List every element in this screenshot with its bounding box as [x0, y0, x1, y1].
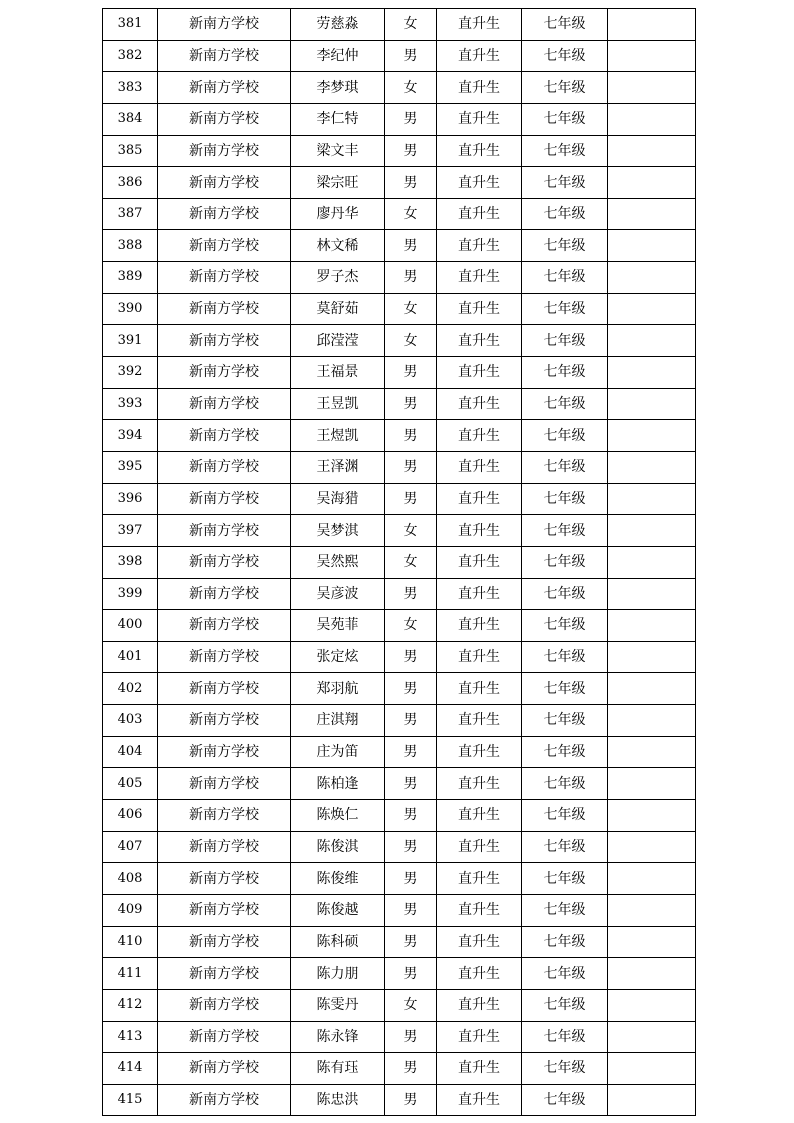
enrollment-type-cell: 直升生 [437, 768, 522, 800]
gender-cell: 男 [385, 1084, 437, 1116]
school-cell: 新南方学校 [158, 736, 291, 768]
student-name-cell: 吴苑菲 [291, 610, 385, 642]
remarks-cell [608, 293, 696, 325]
remarks-cell [608, 989, 696, 1021]
remarks-cell [608, 673, 696, 705]
row-number-cell: 412 [103, 989, 158, 1021]
table-row [103, 705, 696, 737]
student-name-cell: 庄为笛 [291, 736, 385, 768]
row-number-cell: 401 [103, 641, 158, 673]
table-row [103, 831, 696, 863]
student-name-cell: 梁文丰 [291, 135, 385, 167]
student-name-cell: 王泽渊 [291, 451, 385, 483]
row-number-cell: 400 [103, 610, 158, 642]
grade-cell: 七年级 [522, 1053, 608, 1085]
student-name-cell: 郑羽航 [291, 673, 385, 705]
grade-cell: 七年级 [522, 420, 608, 452]
grade-cell: 七年级 [522, 736, 608, 768]
gender-cell: 男 [385, 103, 437, 135]
row-number-cell: 409 [103, 894, 158, 926]
enrollment-type-cell: 直升生 [437, 135, 522, 167]
table-row [103, 72, 696, 104]
row-number-cell: 388 [103, 230, 158, 262]
row-number-cell: 391 [103, 325, 158, 357]
student-name-cell: 邱滢滢 [291, 325, 385, 357]
table-row [103, 1084, 696, 1116]
table-row [103, 357, 696, 389]
enrollment-type-cell: 直升生 [437, 1021, 522, 1053]
row-number-cell: 410 [103, 926, 158, 958]
table-row [103, 610, 696, 642]
grade-cell: 七年级 [522, 894, 608, 926]
school-cell: 新南方学校 [158, 483, 291, 515]
grade-cell: 七年级 [522, 768, 608, 800]
school-cell: 新南方学校 [158, 357, 291, 389]
gender-cell: 女 [385, 610, 437, 642]
school-cell: 新南方学校 [158, 926, 291, 958]
remarks-cell [608, 420, 696, 452]
enrollment-type-cell: 直升生 [437, 673, 522, 705]
table-row [103, 388, 696, 420]
student-name-cell: 陈科硕 [291, 926, 385, 958]
enrollment-type-cell: 直升生 [437, 262, 522, 294]
gender-cell: 男 [385, 388, 437, 420]
gender-cell: 女 [385, 989, 437, 1021]
student-name-cell: 王昱凯 [291, 388, 385, 420]
student-name-cell: 陈雯丹 [291, 989, 385, 1021]
remarks-cell [608, 325, 696, 357]
remarks-cell [608, 546, 696, 578]
gender-cell: 男 [385, 1053, 437, 1085]
grade-cell: 七年级 [522, 167, 608, 199]
row-number-cell: 381 [103, 9, 158, 41]
enrollment-type-cell: 直升生 [437, 9, 522, 41]
table-row [103, 1053, 696, 1085]
student-name-cell: 劳慈淼 [291, 9, 385, 41]
remarks-cell [608, 515, 696, 547]
table-row [103, 768, 696, 800]
row-number-cell: 404 [103, 736, 158, 768]
student-name-cell: 陈焕仁 [291, 800, 385, 832]
enrollment-type-cell: 直升生 [437, 831, 522, 863]
table-row [103, 863, 696, 895]
gender-cell: 男 [385, 768, 437, 800]
enrollment-type-cell: 直升生 [437, 293, 522, 325]
gender-cell: 男 [385, 135, 437, 167]
row-number-cell: 385 [103, 135, 158, 167]
grade-cell: 七年级 [522, 483, 608, 515]
school-cell: 新南方学校 [158, 768, 291, 800]
school-cell: 新南方学校 [158, 610, 291, 642]
table-row [103, 800, 696, 832]
school-cell: 新南方学校 [158, 103, 291, 135]
school-cell: 新南方学校 [158, 1053, 291, 1085]
school-cell: 新南方学校 [158, 72, 291, 104]
remarks-cell [608, 40, 696, 72]
table-row [103, 135, 696, 167]
table-row [103, 9, 696, 41]
remarks-cell [608, 831, 696, 863]
row-number-cell: 389 [103, 262, 158, 294]
student-name-cell: 吴然熙 [291, 546, 385, 578]
gender-cell: 男 [385, 800, 437, 832]
enrollment-type-cell: 直升生 [437, 736, 522, 768]
student-name-cell: 陈俊越 [291, 894, 385, 926]
school-cell: 新南方学校 [158, 958, 291, 990]
school-cell: 新南方学校 [158, 863, 291, 895]
row-number-cell: 415 [103, 1084, 158, 1116]
student-name-cell: 廖丹华 [291, 198, 385, 230]
remarks-cell [608, 9, 696, 41]
student-name-cell: 庄淇翔 [291, 705, 385, 737]
gender-cell: 男 [385, 926, 437, 958]
gender-cell: 男 [385, 40, 437, 72]
roster-body [103, 9, 696, 1116]
gender-cell: 男 [385, 894, 437, 926]
grade-cell: 七年级 [522, 989, 608, 1021]
gender-cell: 男 [385, 483, 437, 515]
grade-cell: 七年级 [522, 673, 608, 705]
row-number-cell: 383 [103, 72, 158, 104]
student-name-cell: 李梦琪 [291, 72, 385, 104]
enrollment-type-cell: 直升生 [437, 420, 522, 452]
grade-cell: 七年级 [522, 198, 608, 230]
gender-cell: 男 [385, 420, 437, 452]
grade-cell: 七年级 [522, 325, 608, 357]
remarks-cell [608, 135, 696, 167]
student-name-cell: 王福景 [291, 357, 385, 389]
school-cell: 新南方学校 [158, 167, 291, 199]
table-row [103, 958, 696, 990]
student-name-cell: 吴海猎 [291, 483, 385, 515]
grade-cell: 七年级 [522, 230, 608, 262]
grade-cell: 七年级 [522, 515, 608, 547]
grade-cell: 七年级 [522, 293, 608, 325]
table-row [103, 167, 696, 199]
school-cell: 新南方学校 [158, 420, 291, 452]
enrollment-type-cell: 直升生 [437, 40, 522, 72]
remarks-cell [608, 167, 696, 199]
table-row [103, 578, 696, 610]
table-row [103, 673, 696, 705]
student-name-cell: 李仁特 [291, 103, 385, 135]
gender-cell: 男 [385, 641, 437, 673]
enrollment-type-cell: 直升生 [437, 515, 522, 547]
enrollment-type-cell: 直升生 [437, 989, 522, 1021]
student-name-cell: 陈忠洪 [291, 1084, 385, 1116]
school-cell: 新南方学校 [158, 40, 291, 72]
school-cell: 新南方学校 [158, 831, 291, 863]
table-row [103, 198, 696, 230]
table-row [103, 926, 696, 958]
school-cell: 新南方学校 [158, 230, 291, 262]
remarks-cell [608, 926, 696, 958]
enrollment-type-cell: 直升生 [437, 103, 522, 135]
gender-cell: 男 [385, 357, 437, 389]
school-cell: 新南方学校 [158, 325, 291, 357]
grade-cell: 七年级 [522, 1084, 608, 1116]
school-cell: 新南方学校 [158, 262, 291, 294]
gender-cell: 男 [385, 578, 437, 610]
school-cell: 新南方学校 [158, 1084, 291, 1116]
student-name-cell: 陈力朋 [291, 958, 385, 990]
school-cell: 新南方学校 [158, 894, 291, 926]
enrollment-type-cell: 直升生 [437, 546, 522, 578]
grade-cell: 七年级 [522, 1021, 608, 1053]
table-row [103, 451, 696, 483]
school-cell: 新南方学校 [158, 135, 291, 167]
gender-cell: 女 [385, 293, 437, 325]
remarks-cell [608, 610, 696, 642]
gender-cell: 男 [385, 958, 437, 990]
student-name-cell: 陈有珏 [291, 1053, 385, 1085]
table-row [103, 230, 696, 262]
school-cell: 新南方学校 [158, 705, 291, 737]
student-name-cell: 陈柏逢 [291, 768, 385, 800]
grade-cell: 七年级 [522, 40, 608, 72]
enrollment-type-cell: 直升生 [437, 926, 522, 958]
school-cell: 新南方学校 [158, 800, 291, 832]
enrollment-type-cell: 直升生 [437, 894, 522, 926]
grade-cell: 七年级 [522, 546, 608, 578]
school-cell: 新南方学校 [158, 641, 291, 673]
student-name-cell: 林文稀 [291, 230, 385, 262]
table-row [103, 483, 696, 515]
row-number-cell: 390 [103, 293, 158, 325]
remarks-cell [608, 578, 696, 610]
remarks-cell [608, 641, 696, 673]
gender-cell: 男 [385, 705, 437, 737]
student-roster-table [102, 8, 696, 1116]
remarks-cell [608, 958, 696, 990]
grade-cell: 七年级 [522, 357, 608, 389]
grade-cell: 七年级 [522, 451, 608, 483]
grade-cell: 七年级 [522, 9, 608, 41]
row-number-cell: 398 [103, 546, 158, 578]
school-cell: 新南方学校 [158, 673, 291, 705]
table-row [103, 641, 696, 673]
remarks-cell [608, 103, 696, 135]
row-number-cell: 395 [103, 451, 158, 483]
row-number-cell: 382 [103, 40, 158, 72]
remarks-cell [608, 262, 696, 294]
row-number-cell: 411 [103, 958, 158, 990]
enrollment-type-cell: 直升生 [437, 388, 522, 420]
enrollment-type-cell: 直升生 [437, 167, 522, 199]
row-number-cell: 408 [103, 863, 158, 895]
grade-cell: 七年级 [522, 135, 608, 167]
enrollment-type-cell: 直升生 [437, 958, 522, 990]
grade-cell: 七年级 [522, 926, 608, 958]
enrollment-type-cell: 直升生 [437, 610, 522, 642]
remarks-cell [608, 198, 696, 230]
row-number-cell: 399 [103, 578, 158, 610]
enrollment-type-cell: 直升生 [437, 863, 522, 895]
row-number-cell: 384 [103, 103, 158, 135]
table-row [103, 325, 696, 357]
gender-cell: 女 [385, 198, 437, 230]
row-number-cell: 393 [103, 388, 158, 420]
gender-cell: 男 [385, 451, 437, 483]
school-cell: 新南方学校 [158, 515, 291, 547]
grade-cell: 七年级 [522, 831, 608, 863]
enrollment-type-cell: 直升生 [437, 705, 522, 737]
table-row [103, 894, 696, 926]
student-name-cell: 莫舒茹 [291, 293, 385, 325]
school-cell: 新南方学校 [158, 989, 291, 1021]
row-number-cell: 403 [103, 705, 158, 737]
gender-cell: 男 [385, 831, 437, 863]
school-cell: 新南方学校 [158, 578, 291, 610]
gender-cell: 男 [385, 863, 437, 895]
row-number-cell: 407 [103, 831, 158, 863]
row-number-cell: 394 [103, 420, 158, 452]
table-row [103, 989, 696, 1021]
gender-cell: 男 [385, 167, 437, 199]
enrollment-type-cell: 直升生 [437, 800, 522, 832]
row-number-cell: 387 [103, 198, 158, 230]
student-name-cell: 陈永锋 [291, 1021, 385, 1053]
remarks-cell [608, 357, 696, 389]
table-row [103, 420, 696, 452]
grade-cell: 七年级 [522, 800, 608, 832]
gender-cell: 男 [385, 262, 437, 294]
student-name-cell: 陈俊淇 [291, 831, 385, 863]
student-name-cell: 王煜凯 [291, 420, 385, 452]
grade-cell: 七年级 [522, 388, 608, 420]
student-name-cell: 吴梦淇 [291, 515, 385, 547]
enrollment-type-cell: 直升生 [437, 578, 522, 610]
remarks-cell [608, 894, 696, 926]
gender-cell: 男 [385, 673, 437, 705]
table-row [103, 736, 696, 768]
remarks-cell [608, 736, 696, 768]
row-number-cell: 392 [103, 357, 158, 389]
row-number-cell: 386 [103, 167, 158, 199]
gender-cell: 男 [385, 736, 437, 768]
table-row [103, 1021, 696, 1053]
remarks-cell [608, 72, 696, 104]
table-row [103, 40, 696, 72]
gender-cell: 女 [385, 72, 437, 104]
row-number-cell: 406 [103, 800, 158, 832]
enrollment-type-cell: 直升生 [437, 1053, 522, 1085]
remarks-cell [608, 768, 696, 800]
table-row [103, 546, 696, 578]
gender-cell: 女 [385, 546, 437, 578]
enrollment-type-cell: 直升生 [437, 72, 522, 104]
grade-cell: 七年级 [522, 72, 608, 104]
school-cell: 新南方学校 [158, 451, 291, 483]
remarks-cell [608, 863, 696, 895]
remarks-cell [608, 705, 696, 737]
grade-cell: 七年级 [522, 705, 608, 737]
table-row [103, 515, 696, 547]
remarks-cell [608, 800, 696, 832]
grade-cell: 七年级 [522, 610, 608, 642]
student-name-cell: 陈俊维 [291, 863, 385, 895]
row-number-cell: 396 [103, 483, 158, 515]
student-name-cell: 李纪仲 [291, 40, 385, 72]
gender-cell: 男 [385, 230, 437, 262]
student-name-cell: 张定炫 [291, 641, 385, 673]
enrollment-type-cell: 直升生 [437, 1084, 522, 1116]
table-row [103, 293, 696, 325]
enrollment-type-cell: 直升生 [437, 325, 522, 357]
school-cell: 新南方学校 [158, 1021, 291, 1053]
enrollment-type-cell: 直升生 [437, 198, 522, 230]
row-number-cell: 397 [103, 515, 158, 547]
remarks-cell [608, 451, 696, 483]
gender-cell: 女 [385, 515, 437, 547]
enrollment-type-cell: 直升生 [437, 451, 522, 483]
school-cell: 新南方学校 [158, 9, 291, 41]
grade-cell: 七年级 [522, 958, 608, 990]
row-number-cell: 413 [103, 1021, 158, 1053]
enrollment-type-cell: 直升生 [437, 483, 522, 515]
student-name-cell: 罗子杰 [291, 262, 385, 294]
remarks-cell [608, 1053, 696, 1085]
row-number-cell: 405 [103, 768, 158, 800]
remarks-cell [608, 1084, 696, 1116]
school-cell: 新南方学校 [158, 293, 291, 325]
enrollment-type-cell: 直升生 [437, 357, 522, 389]
grade-cell: 七年级 [522, 262, 608, 294]
remarks-cell [608, 230, 696, 262]
student-name-cell: 吴彦波 [291, 578, 385, 610]
school-cell: 新南方学校 [158, 198, 291, 230]
grade-cell: 七年级 [522, 103, 608, 135]
grade-cell: 七年级 [522, 863, 608, 895]
remarks-cell [608, 1021, 696, 1053]
gender-cell: 女 [385, 9, 437, 41]
grade-cell: 七年级 [522, 641, 608, 673]
grade-cell: 七年级 [522, 578, 608, 610]
gender-cell: 男 [385, 1021, 437, 1053]
enrollment-type-cell: 直升生 [437, 230, 522, 262]
table-row [103, 262, 696, 294]
row-number-cell: 414 [103, 1053, 158, 1085]
remarks-cell [608, 483, 696, 515]
student-name-cell: 梁宗旺 [291, 167, 385, 199]
school-cell: 新南方学校 [158, 388, 291, 420]
school-cell: 新南方学校 [158, 546, 291, 578]
enrollment-type-cell: 直升生 [437, 641, 522, 673]
row-number-cell: 402 [103, 673, 158, 705]
table-row [103, 103, 696, 135]
remarks-cell [608, 388, 696, 420]
gender-cell: 女 [385, 325, 437, 357]
